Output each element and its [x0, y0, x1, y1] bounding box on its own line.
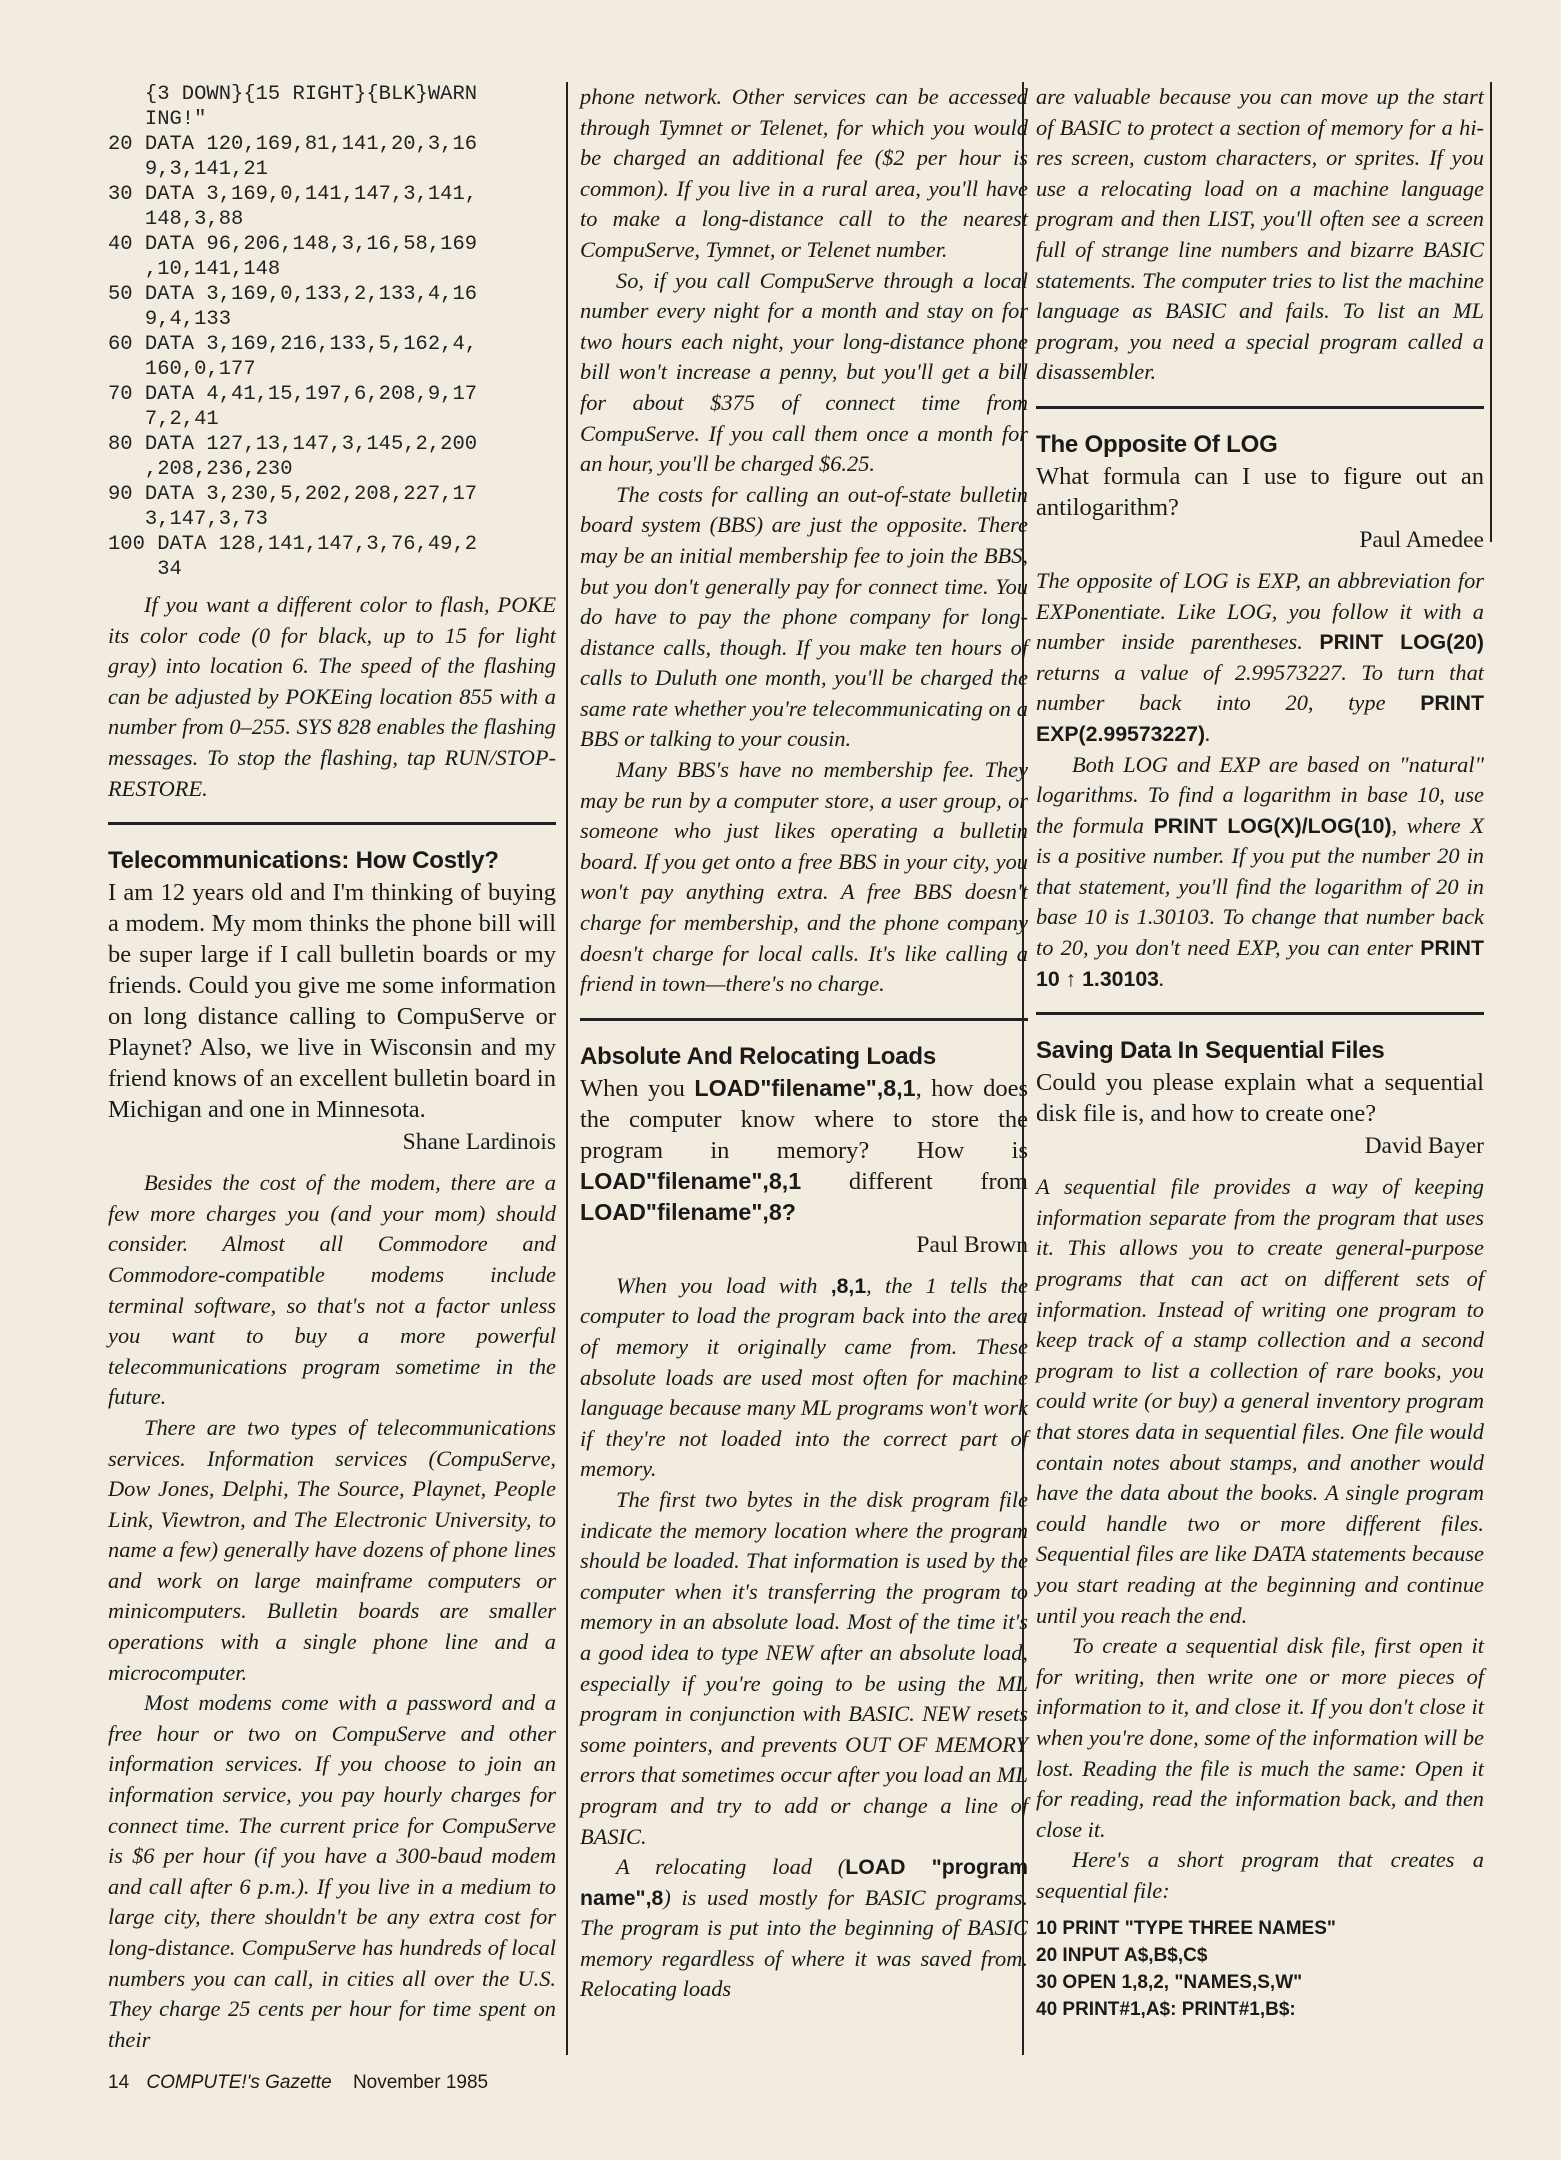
text-run: . — [1205, 720, 1211, 746]
question-author: Shane Lardinois — [402, 1129, 556, 1156]
paragraph — [108, 590, 556, 804]
code-line: 30 OPEN 1,8,2, "NAMES,S,W" — [1036, 1971, 1303, 1993]
code-line: 10 PRINT "TYPE THREE NAMES" — [1036, 1917, 1336, 1939]
text-run: Most modems come with a password and a free hour or two on CompuServe and other information services. If you choose to join an information service, you pay hourly charges for connect time. The current price for CompuServe is $6 per hour (if you have a 300-baud modem and call after 6 p.m.). If you live in a medium to large city, there shouldn't be any extra cost for long-distance. CompuServe has hundreds of local numbers you can call, in cities all over the U.S. They charge 25 cents per hour for time spent on their — [108, 1690, 556, 2052]
code-line: 70 DATA 4,41,15,197,6,208,9,17 — [108, 383, 478, 406]
code-line: 7,2,41 — [108, 408, 219, 431]
text-run: To create a sequential disk file, first open it for writing, then write one or more pieces of information to it, and close it. If you don't close it when you're done, some of the information will be lost. Reading the file is much the same: Open it for reading, read the information back, and then close it. — [1036, 1633, 1484, 1842]
code-line: 40 PRINT#1,A$: PRINT#1,B$: — [1036, 1998, 1296, 2020]
text-run: phone network. Other services can be accessed through Tymnet or Telenet, for which you would be charged an additional fee ($2 per hour is common). If you live in a rural area, you'll have to make a long-distance call to the nearest CompuServe, Tymnet, or Telenet number. — [580, 84, 1028, 262]
section-divider — [108, 822, 556, 825]
text-run: , where X is a positive number. If you put the number 20 in that statement, you'll find the logarithm of 20 in base 10 is 1.30103. To change that number back to 20, you don't need EXP, you can enter — [1036, 812, 1484, 961]
publication-name: COMPUTE!'s Gazette — [146, 2072, 332, 2093]
basic-command: PRINT LOG(X)/LOG(10) — [1153, 813, 1392, 838]
text-run: The first two bytes in the disk program file indicate the memory location where the program should be loaded. That information is used by the computer when it's transferring the program to memory in an absolute load. Most of the time it's a good idea to type NEW after an absolute load, especially if you're going to be using the ML program in conjunction with BASIC. NEW resets some pointers, and prevents OUT OF MEMORY errors that sometimes occur after you load an ML program and try to add or change a line of BASIC. — [580, 1486, 1028, 1849]
paragraph — [580, 1271, 1028, 1485]
paragraph — [1036, 1845, 1484, 1906]
text-run: Could you please explain what a sequential disk file is, and how to create one? — [1036, 1069, 1484, 1128]
paragraph — [108, 1688, 556, 2055]
code-line: 160,0,177 — [108, 358, 256, 381]
section-divider — [1036, 406, 1484, 409]
code-line: 30 DATA 3,169,0,141,147,3,141, — [108, 183, 478, 206]
code-line: 60 DATA 3,169,216,133,5,162,4, — [108, 333, 478, 356]
text-run: The opposite of LOG is EXP, an abbreviation for EXPonentiate. Like LOG, you follow it with a number inside parentheses. — [1036, 567, 1484, 655]
text-run: different from — [801, 1167, 1028, 1195]
text-run: Besides the cost of the modem, there are a few more charges you (and your mom) should consider. Almost all Commodore and Commodore-compatible modems include terminal software, so that's not a factor unless you want to buy a more powerful telecommunications program sometime in the future. — [108, 1170, 556, 1410]
section-heading: Absolute And Relocating Loads — [580, 1042, 936, 1070]
reader-question — [1036, 461, 1484, 523]
paragraph — [580, 1485, 1028, 1852]
answer-continued — [580, 82, 1028, 1000]
paragraph — [1036, 1172, 1484, 1631]
column-2 — [580, 82, 1028, 2005]
text-run: are valuable because you can move up the start of BASIC to protect a section of memory for a hi-res screen, custom characters, or sprites. If you use a relocating load on a machine language program and then LIST, you'll often see a screen full of strange line numbers and bizarre BASIC statements. The computer tries to list the machine language as BASIC and fails. To list an ML program, you need a special program called a disassembler. — [1036, 84, 1484, 385]
code-line: ,208,236,230 — [108, 458, 293, 481]
answer-continued — [1036, 82, 1484, 388]
listing-notes — [108, 590, 556, 804]
text-run: So, if you call CompuServe through a local number every night for a month and stay on for two hours each night, your long-distance phone bill won't increase a penny, but you'll get a bill for about $375 of connect time from CompuServe. If you call them once a month for an hour, you'll be charged $6.25. — [580, 267, 1028, 477]
issue-date: November 1985 — [352, 2072, 489, 2093]
column-3 — [1036, 82, 1484, 2023]
paragraph — [580, 82, 1028, 266]
answer-text — [108, 1168, 556, 2055]
text-run: When you load with — [616, 1272, 831, 1298]
basic-listing — [108, 82, 556, 582]
text-run: The costs for calling an out-of-state bulletin board system (BBS) are just the opposite. There may be an initial membership fee to join the BBS, but you don't generally pay for connect time. You do have to pay the phone company for long-distance calls, though. If you make ten hours of calls to Duluth one month, you'll be charged the same rate whether you're telecommunicating on a BBS or talking to your cousin. — [580, 481, 1028, 752]
question-author: Paul Brown — [916, 1231, 1028, 1258]
paragraph — [580, 266, 1028, 480]
column-1 — [108, 82, 556, 2055]
section-heading: Telecommunications: How Costly? — [108, 847, 499, 875]
text-run: A sequential file provides a way of keeping information separate from the program that uses it. This allows you to create general-purpose programs that can act on different sets of information. Instead of writing one program to keep track of a stamp collection and a second program to list a collection of rare books, you could write (or buy) a general inventory program that stores data in sequential files. One file would contain notes about stamps, and another would have the data about the books. A single program could handle two or more different files. Sequential files are like DATA statements because you start reading at the beginning and continue until you reach the end. — [1036, 1174, 1484, 1628]
paragraph — [580, 1852, 1028, 2005]
text-run: What formula can I use to figure out an antilogarithm? — [1036, 462, 1484, 521]
code-line: 20 DATA 120,169,81,141,20,3,16 — [108, 133, 478, 156]
text-run: When you — [580, 1074, 695, 1102]
text-run: I am 12 years old and I'm thinking of buying a modem. My mom thinks the phone bill will be super large if I call bulletin boards or my friends. Could you give me some information on long distance calling to CompuServe or Playnet? Also, we live in Wisconsin and my friend knows of an excellent bulletin board in Michigan and one in Minnesota. — [108, 879, 556, 1124]
text-run: Both LOG and EXP are based on "natural" logarithms. To find a logarithm in base 10, use the formula — [1036, 751, 1484, 838]
text-run: ) is used mostly for BASIC programs. The program is put into the beginning of BASIC memory regardless of where it was saved from. Relocating loads — [580, 1884, 1028, 2002]
basic-command: LOAD "program name",8 — [580, 1855, 1029, 1910]
code-line: 50 DATA 3,169,0,133,2,133,4,16 — [108, 283, 478, 306]
text-run: Many BBS's have no membership fee. They may be run by a computer store, a user group, or someone who just likes operating a bulletin board. If you get onto a free BBS in your city, you won't pay anything extra. A free BBS doesn't charge for membership, and the phone company doesn't charge for local calls. It's like calling a friend in town—there's no charge. — [580, 757, 1028, 997]
paragraph — [1036, 82, 1484, 388]
basic-command: ,8,1 — [830, 1273, 867, 1298]
text-run: . — [1158, 965, 1165, 991]
code-line: 34 — [108, 558, 182, 581]
basic-command: LOAD"filename",8,1 — [694, 1074, 916, 1101]
reader-question — [108, 877, 556, 1125]
text-run: , the 1 tells the computer to load the program back into the area of memory it originally came from. These absolute loads are used most often for machine language because many ML programs won't work if they're not loaded into the correct part of memory. — [580, 1272, 1028, 1482]
basic-command: PRINT LOG(20) — [1319, 630, 1484, 655]
section-heading: The Opposite Of LOG — [1036, 430, 1278, 458]
basic-command: PRINT EXP(2.99573227) — [1036, 691, 1484, 746]
code-line: {3 DOWN}{15 RIGHT}{BLK}WARN — [108, 83, 478, 106]
column-divider — [566, 82, 568, 2055]
section-heading: Saving Data In Sequential Files — [1036, 1037, 1385, 1065]
basic-command: LOAD"filename",8,1 — [580, 1167, 802, 1194]
paragraph — [1036, 566, 1484, 750]
paragraph — [1036, 750, 1484, 995]
page-footer — [108, 2071, 488, 2095]
paragraph — [580, 755, 1028, 1000]
reader-question — [580, 1073, 1028, 1228]
section-divider — [1036, 1012, 1484, 1015]
sequential-file-program — [1036, 1915, 1484, 2023]
code-line: 9,3,141,21 — [108, 158, 268, 181]
code-line: ING!" — [108, 108, 207, 131]
answer-text — [580, 1271, 1028, 2005]
text-run: , how does the computer know where to store the program in memory? How is — [580, 1074, 1028, 1164]
text-run: If you want a different color to flash, POKE its color code (0 for black, up to 15 for light gray) into location 6. The speed of the flashing can be adjusted by POKEing location 855 with a number from 0–255. SYS 828 enables the flashing messages. To stop the flashing, tap RUN/STOP-RESTORE. — [108, 592, 556, 801]
answer-text — [1036, 1172, 1484, 1906]
code-line: 3,147,3,73 — [108, 508, 268, 531]
answer-text — [1036, 566, 1484, 994]
basic-command: PRINT 10 ↑ 1.30103 — [1036, 936, 1484, 991]
reader-question — [1036, 1067, 1484, 1129]
paragraph — [1036, 1631, 1484, 1845]
section-divider — [580, 1018, 1028, 1021]
page-number: 14 — [108, 2072, 130, 2093]
code-line: ,10,141,148 — [108, 258, 281, 281]
code-line: 80 DATA 127,13,147,3,145,2,200 — [108, 433, 478, 456]
text-run: A relocating load ( — [616, 1854, 846, 1880]
question-author: David Bayer — [1364, 1133, 1484, 1160]
code-line: 40 DATA 96,206,148,3,16,58,169 — [108, 233, 478, 256]
basic-command: LOAD"filename",8? — [580, 1198, 796, 1225]
text-run: Here's a short program that creates a sequential file: — [1036, 1847, 1484, 1903]
paragraph — [580, 480, 1028, 755]
text-run: returns a value of 2.99573227. To turn that number back into 20, type — [1036, 659, 1484, 716]
paragraph — [108, 1413, 556, 1688]
code-line: 90 DATA 3,230,5,202,208,227,17 — [108, 483, 478, 506]
column-divider — [1490, 82, 1492, 542]
text-run: There are two types of telecommunications services. Information services (CompuServe, Dow Jones, Delphi, The Source, Playnet, People Link, Viewtron, and The Electronic University, to name a few) generally have dozens of phone lines and work on large mainframe computers or minicomputers. Bulletin boards are smaller operations with a single phone line and a microcomputer. — [108, 1414, 556, 1685]
code-line: 148,3,88 — [108, 208, 244, 231]
paragraph — [108, 1168, 556, 1413]
code-line: 9,4,133 — [108, 308, 232, 331]
question-author: Paul Amedee — [1359, 526, 1484, 553]
code-line: 20 INPUT A$,B$,C$ — [1036, 1944, 1208, 1966]
code-line: 100 DATA 128,141,147,3,76,49,2 — [108, 533, 478, 556]
